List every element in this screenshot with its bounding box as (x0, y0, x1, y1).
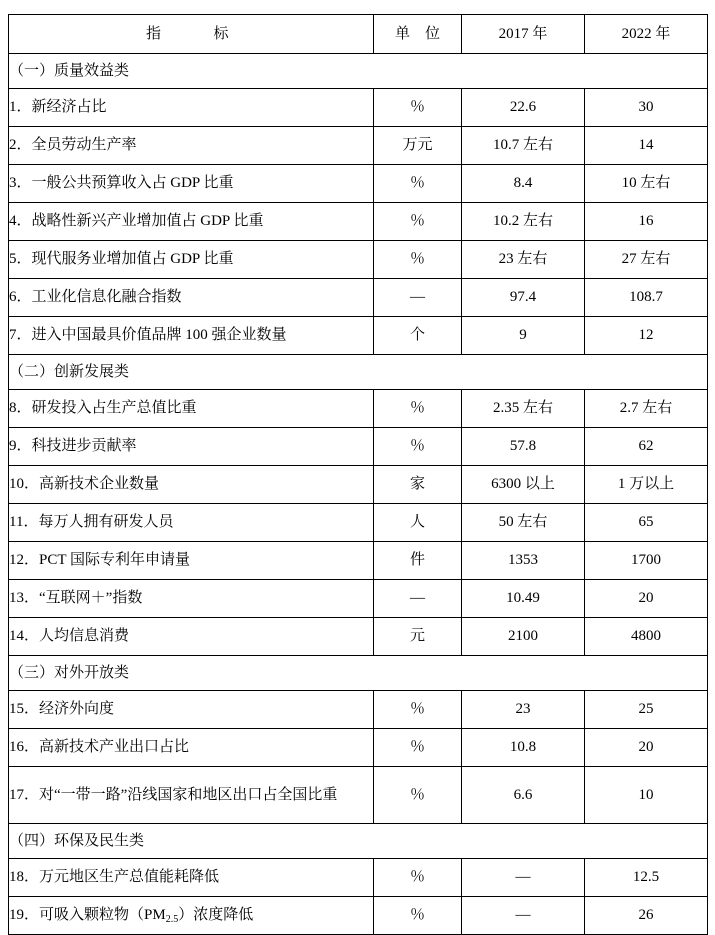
table-header-row (9, 15, 708, 54)
value-2017: 23 (462, 691, 585, 729)
value-2022: 14 (585, 127, 708, 165)
value-2017: 2.35 左右 (462, 390, 585, 428)
value-2017: 10.49 (462, 580, 585, 618)
value-2022: 12.5 (585, 859, 708, 897)
table-row (9, 618, 708, 656)
value-2022: 25 (585, 691, 708, 729)
table-section-row (9, 656, 708, 691)
indicator-unit: 人 (374, 504, 462, 542)
indicator-unit: 元 (374, 618, 462, 656)
indicator-unit: 件 (374, 542, 462, 580)
indicator-table (8, 14, 708, 935)
table-row (9, 279, 708, 317)
value-2017: 10.2 左右 (462, 203, 585, 241)
table-row (9, 127, 708, 165)
indicator-name: 13．“互联网＋”指数 (9, 580, 374, 618)
indicator-unit: ％ (374, 729, 462, 767)
value-2017: 10.8 (462, 729, 585, 767)
value-2022: 108.7 (585, 279, 708, 317)
value-2017: 8.4 (462, 165, 585, 203)
indicator-name: 12．PCT 国际专利年申请量 (9, 542, 374, 580)
indicator-unit: ％ (374, 390, 462, 428)
indicator-name: 18．万元地区生产总值能耗降低 (9, 859, 374, 897)
indicator-name: 19．可吸入颗粒物$(PM_{2.5})$浓度降低 (9, 897, 374, 935)
value-2022: 26 (585, 897, 708, 935)
table-row (9, 691, 708, 729)
table-row (9, 542, 708, 580)
value-2022: 20 (585, 580, 708, 618)
column-header-2022: 2022 年 (585, 15, 708, 54)
indicator-unit: ％ (374, 428, 462, 466)
table-row (9, 897, 708, 935)
section-label: （三）对外开放类 (9, 656, 708, 691)
value-2022: 16 (585, 203, 708, 241)
indicator-unit: ％ (374, 241, 462, 279)
value-2022: 4800 (585, 618, 708, 656)
section-label: （二）创新发展类 (9, 355, 708, 390)
value-2017: 6300 以上 (462, 466, 585, 504)
indicator-name: 14．人均信息消费 (9, 618, 374, 656)
indicator-unit: — (374, 279, 462, 317)
indicator-name: 7．进入中国最具价值品牌 100 强企业数量 (9, 317, 374, 355)
table-row (9, 580, 708, 618)
column-header-indicator: 指 标 (9, 15, 374, 54)
value-2017: 97.4 (462, 279, 585, 317)
indicator-name: 3．一般公共预算收入占 GDP 比重 (9, 165, 374, 203)
table-section-row (9, 355, 708, 390)
indicator-name: 9．科技进步贡献率 (9, 428, 374, 466)
section-label: （一）质量效益类 (9, 54, 708, 89)
table-row (9, 203, 708, 241)
table-row (9, 390, 708, 428)
section-label: （四）环保及民生类 (9, 824, 708, 859)
value-2017: 2100 (462, 618, 585, 656)
value-2022: 2.7 左右 (585, 390, 708, 428)
indicator-unit: ％ (374, 691, 462, 729)
table-body (9, 54, 708, 935)
table-row (9, 859, 708, 897)
indicator-name: 4．战略性新兴产业增加值占 GDP 比重 (9, 203, 374, 241)
table-section-row (9, 824, 708, 859)
value-2022: 12 (585, 317, 708, 355)
table-section-row (9, 54, 708, 89)
value-2022: 10 左右 (585, 165, 708, 203)
value-2017: 57.8 (462, 428, 585, 466)
indicator-unit: 万元 (374, 127, 462, 165)
indicator-unit: ％ (374, 897, 462, 935)
value-2017: 22.6 (462, 89, 585, 127)
table-header (9, 15, 708, 54)
indicator-unit: — (374, 580, 462, 618)
value-2022: 65 (585, 504, 708, 542)
indicator-name: 5．现代服务业增加值占 GDP 比重 (9, 241, 374, 279)
indicator-name: 17．对“一带一路”沿线国家和地区出口占全国比重 (9, 767, 374, 824)
value-2017: 9 (462, 317, 585, 355)
table-row (9, 317, 708, 355)
indicator-name: 16．高新技术产业出口占比 (9, 729, 374, 767)
value-2017: 1353 (462, 542, 585, 580)
indicator-unit: ％ (374, 165, 462, 203)
column-header-2017: 2017 年 (462, 15, 585, 54)
value-2022: 62 (585, 428, 708, 466)
value-2022: 10 (585, 767, 708, 824)
value-2022: 20 (585, 729, 708, 767)
indicator-unit: ％ (374, 89, 462, 127)
value-2022: 27 左右 (585, 241, 708, 279)
table-row (9, 729, 708, 767)
value-2017: 6.6 (462, 767, 585, 824)
table-row (9, 466, 708, 504)
table-row (9, 89, 708, 127)
value-2022: 30 (585, 89, 708, 127)
value-2022: 1700 (585, 542, 708, 580)
table-row (9, 165, 708, 203)
indicator-name: 8．研发投入占生产总值比重 (9, 390, 374, 428)
indicator-name: 6．工业化信息化融合指数 (9, 279, 374, 317)
indicator-name: 10．高新技术企业数量 (9, 466, 374, 504)
table-row (9, 767, 708, 824)
value-2022: 1 万以上 (585, 466, 708, 504)
table-row (9, 428, 708, 466)
indicator-unit: 家 (374, 466, 462, 504)
value-2017: 50 左右 (462, 504, 585, 542)
indicator-name: 15．经济外向度 (9, 691, 374, 729)
table-row (9, 241, 708, 279)
table-row (9, 504, 708, 542)
indicator-unit: ％ (374, 767, 462, 824)
value-2017: 10.7 左右 (462, 127, 585, 165)
indicator-unit: ％ (374, 203, 462, 241)
value-2017: 23 左右 (462, 241, 585, 279)
indicator-unit: ％ (374, 859, 462, 897)
column-header-unit: 单 位 (374, 15, 462, 54)
indicator-name: 2．全员劳动生产率 (9, 127, 374, 165)
value-2017: — (462, 897, 585, 935)
value-2017: — (462, 859, 585, 897)
indicator-unit: 个 (374, 317, 462, 355)
indicator-name: 11．每万人拥有研发人员 (9, 504, 374, 542)
indicator-name: 1．新经济占比 (9, 89, 374, 127)
